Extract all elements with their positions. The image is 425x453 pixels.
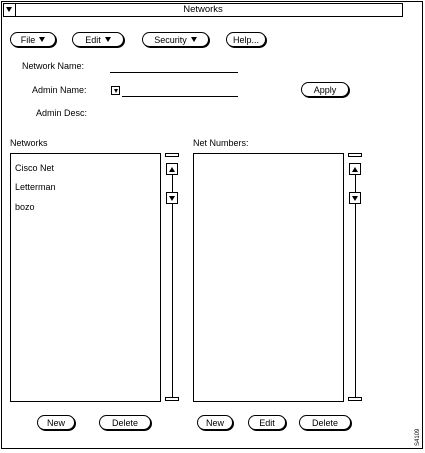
- scroll-up-button[interactable]: [349, 163, 361, 175]
- scrollbar-top-cap[interactable]: [348, 153, 362, 157]
- list-item[interactable]: bozo: [15, 202, 35, 212]
- network-name-label: Network Name:: [22, 61, 85, 71]
- security-menu-label: Security: [154, 34, 187, 45]
- admin-desc-label: Admin Desc:: [36, 108, 88, 118]
- arrow-down-icon: [169, 196, 175, 201]
- admin-name-dropdown[interactable]: [111, 86, 120, 95]
- delete-label: Delete: [111, 417, 138, 428]
- net-numbers-label: Net Numbers:: [193, 138, 249, 148]
- chevron-down-icon: [39, 37, 45, 42]
- scroll-down-button[interactable]: [166, 192, 178, 204]
- list-item[interactable]: Letterman: [15, 182, 56, 192]
- admin-name-label: Admin Name:: [32, 85, 87, 95]
- net-numbers-edit-button[interactable]: [248, 415, 286, 430]
- networks-list[interactable]: [10, 153, 161, 402]
- figure-id: S4109: [415, 428, 421, 446]
- apply-label: Apply: [313, 84, 337, 95]
- scrollbar-track[interactable]: [355, 175, 356, 192]
- chevron-down-icon: [191, 37, 197, 42]
- help-label: Help...: [232, 34, 259, 45]
- chevron-down-icon: [114, 89, 118, 93]
- net-numbers-delete-button[interactable]: [299, 415, 351, 430]
- new-label: New: [46, 417, 65, 428]
- edit-menu-button[interactable]: [72, 32, 124, 47]
- scrollbar-top-cap[interactable]: [165, 153, 179, 157]
- new-label: New: [205, 417, 224, 428]
- scrollbar-bottom-cap[interactable]: [348, 397, 362, 401]
- file-menu-label: File: [20, 34, 36, 45]
- arrow-down-icon: [352, 196, 358, 201]
- admin-name-field[interactable]: [122, 96, 238, 97]
- edit-menu-label: Edit: [85, 34, 101, 45]
- network-name-field[interactable]: [110, 72, 238, 73]
- scrollbar-track[interactable]: [355, 204, 356, 397]
- apply-button[interactable]: [301, 82, 349, 97]
- net-numbers-list[interactable]: [193, 153, 344, 402]
- scrollbar-track[interactable]: [172, 204, 173, 397]
- networks-new-button[interactable]: [37, 415, 75, 430]
- scrollbar-bottom-cap[interactable]: [165, 397, 179, 401]
- list-item[interactable]: Cisco Net: [15, 163, 55, 173]
- chevron-down-icon: [105, 37, 111, 42]
- scroll-down-button[interactable]: [349, 192, 361, 204]
- scrollbar-track[interactable]: [172, 175, 173, 192]
- security-menu-button[interactable]: [142, 32, 209, 47]
- arrow-up-icon: [169, 167, 175, 172]
- arrow-up-icon: [352, 167, 358, 172]
- file-menu-button[interactable]: [10, 32, 56, 47]
- title-bar: [3, 3, 403, 17]
- help-button[interactable]: [226, 32, 266, 47]
- networks-delete-button[interactable]: [99, 415, 151, 430]
- scroll-up-button[interactable]: [166, 163, 178, 175]
- window-title: Networks: [183, 4, 223, 15]
- networks-label: Networks: [10, 138, 48, 148]
- edit-label: Edit: [259, 417, 275, 428]
- delete-label: Delete: [311, 417, 338, 428]
- net-numbers-new-button[interactable]: [197, 415, 233, 430]
